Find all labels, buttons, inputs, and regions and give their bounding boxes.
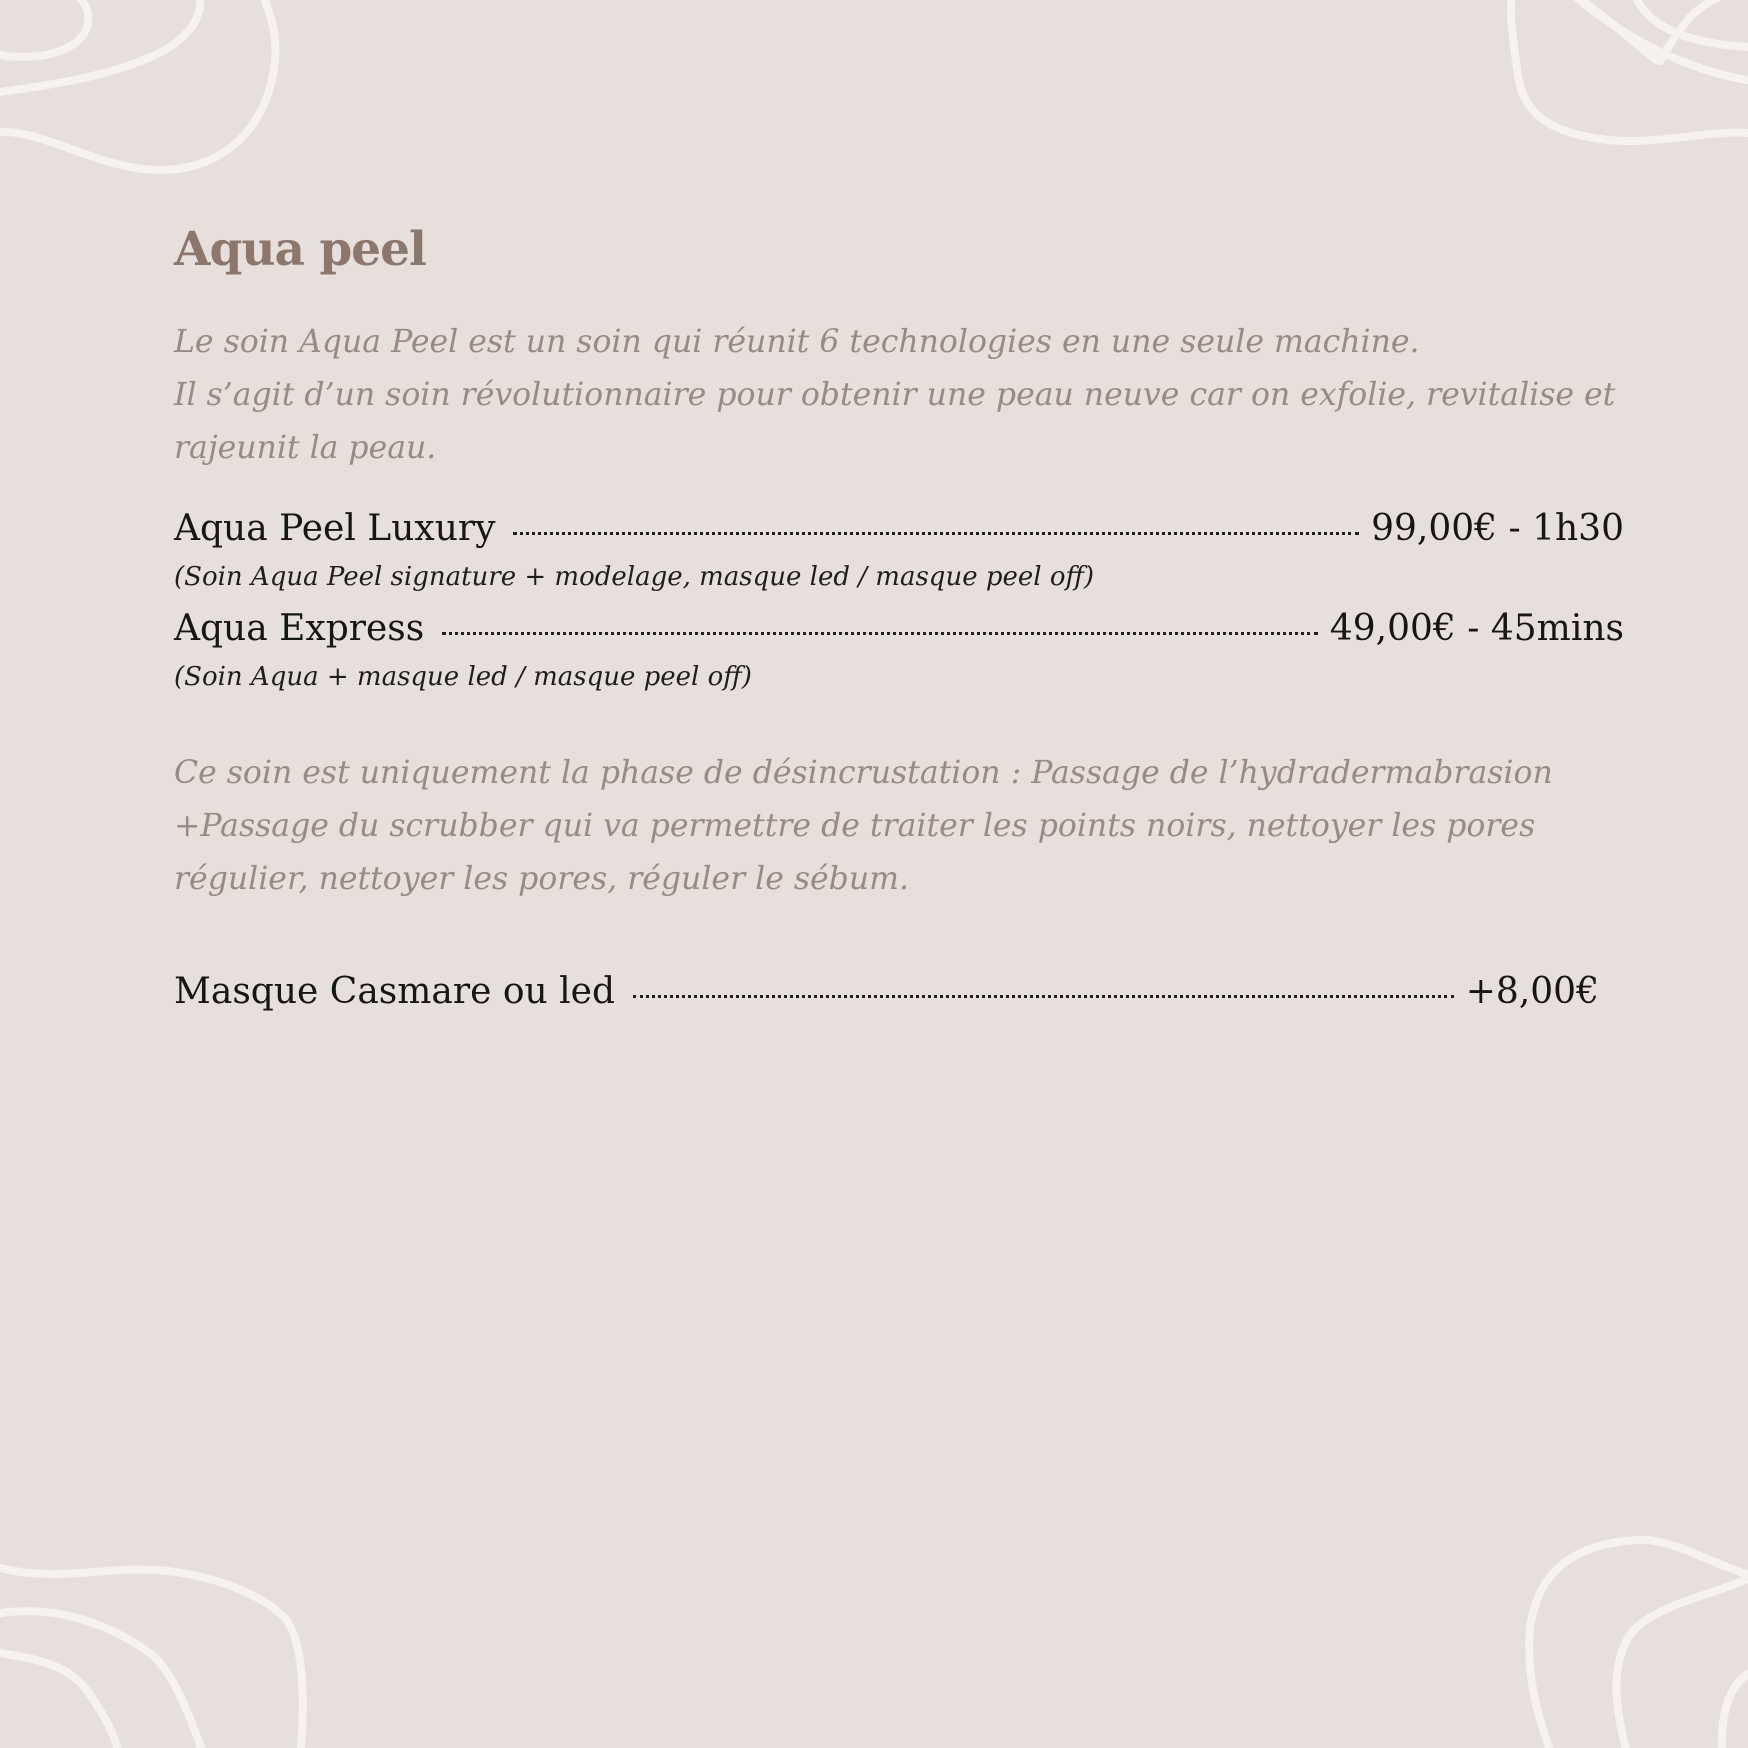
addon-row xyxy=(174,968,1599,1016)
service-row-aqua-express xyxy=(174,605,1624,653)
page-title: Aqua peel xyxy=(174,222,426,277)
corner-swirl-top-right xyxy=(1488,0,1748,160)
corner-swirl-top-left xyxy=(0,0,300,190)
service-list xyxy=(174,505,1624,695)
extra-description: Ce soin est uniquement la phase de désincrustation : Passage de l’hydradermabrasion +Passage du scrubber qui va permettre de traiter les points noirs, nettoyer les pores régulier, nettoyer les pores, réguler le sébum. xyxy=(174,755,1553,898)
addon-price: +8,00€ xyxy=(1465,971,1599,1013)
price-sheet xyxy=(174,222,1624,1016)
service-name: Aqua Express xyxy=(174,608,425,650)
service-note: (Soin Aqua Peel signature + modelage, masque led / masque peel off) xyxy=(174,562,1095,593)
corner-swirl-bottom-left xyxy=(0,1548,320,1748)
service-row-aqua-peel-luxury xyxy=(174,505,1624,553)
dotted-leader xyxy=(633,995,1454,998)
service-name: Aqua Peel Luxury xyxy=(174,508,496,550)
dotted-leader xyxy=(442,632,1318,635)
intro-line: Le soin Aqua Peel est un soin qui réunit 6 technologies en une seule machine. xyxy=(174,324,1420,361)
dotted-leader xyxy=(513,532,1359,535)
service-price: 99,00€ - 1h30 xyxy=(1371,508,1624,550)
addon-name: Masque Casmare ou led xyxy=(174,971,615,1013)
service-note: (Soin Aqua + masque led / masque peel off) xyxy=(174,662,752,693)
intro-line: Il s’agit d’un soin révolutionnaire pour obtenir une peau neuve car on exfolie, revitalise et rajeunit la peau. xyxy=(174,377,1616,467)
service-price: 49,00€ - 45mins xyxy=(1329,608,1624,650)
intro-description xyxy=(174,316,1624,475)
corner-swirl-bottom-right xyxy=(1508,1518,1748,1748)
